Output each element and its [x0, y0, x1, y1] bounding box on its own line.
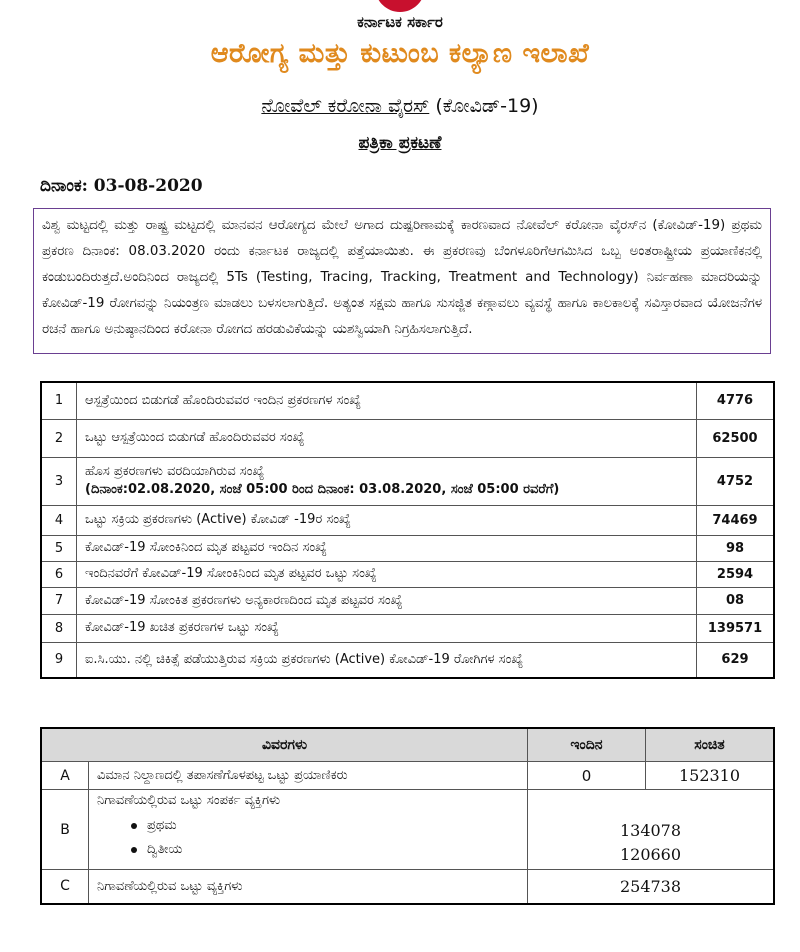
table-row [41, 870, 774, 904]
row-value: 74469 [697, 505, 775, 535]
row-total-value: 254738 [528, 870, 775, 904]
row-description-main: ನಿಗಾವಣೆಯಲ್ಲಿರುವ ಒಟ್ಟು ಸಂಪರ್ಕ ವ್ಯಕ್ತಿಗಳು [97, 793, 281, 808]
row-description: ಒಟ್ಟು ಆಸ್ಪತ್ರೆಯಿಂದ ಬಿಡುಗಡೆ ಹೊಂದಿರುವವರ ಸಂಖ್ಯೆ [77, 419, 697, 457]
table-row [41, 382, 774, 419]
row-description: ವಿಮಾನ ನಿಲ್ದಾಣದಲ್ಲಿ ತಪಾಸಣೆಗೊಳಪಟ್ಟ ಒಟ್ಟು ಪ್ರಯಾಣಿಕರು [89, 762, 528, 790]
header-details: ವಿವರಗಳು [41, 728, 528, 762]
bullet-icon [131, 847, 137, 853]
row-value: 139571 [697, 614, 775, 642]
table-row [41, 419, 774, 457]
primary-contacts-value: 134078 [619, 821, 682, 840]
virus-title [0, 95, 800, 117]
release-date: ದಿನಾಂಕ: 03-08-2020 [40, 176, 203, 196]
row-description: ಒಟ್ಟು ಸಕ್ರಿಯ ಪ್ರಕರಣಗಳು (Active) ಕೋವಿಡ್ -19ರ ಸಂಖ್ಯೆ [77, 505, 697, 535]
contact-type-list [97, 814, 519, 862]
row-number: 3 [41, 457, 77, 505]
row-description: ಐ.ಸಿ.ಯು. ನಲ್ಲಿ ಚಿಕಿತ್ಸೆ ಪಡೆಯುತ್ತಿರುವ ಸಕ್ರಿಯ ಪ್ರಕರಣಗಳು (Active) ಕೋವಿಡ್-19 ರೋಗಿಗಳ ಸಂಖ್ಯೆ [77, 642, 697, 678]
row-number: 5 [41, 535, 77, 561]
row-description: ಆಸ್ಪತ್ರೆಯಿಂದ ಬಿಡುಗಡೆ ಹೊಂದಿರುವವರ ಇಂದಿನ ಪ್ರಕರಣಗಳ ಸಂಖ್ಯೆ [77, 382, 697, 419]
bullet-icon [131, 823, 137, 829]
government-name: ಕರ್ನಾಟಕ ಸರ್ಕಾರ [357, 13, 443, 31]
row-description-period: (ದಿನಾಂಕ:02.08.2020, ಸಂಜೆ 05:00 ರಿಂದ ದಿನಾಂಕ: 03.08.2020, ಸಂಜೆ 05:00 ರವರೆಗೆ) [85, 482, 560, 497]
row-description-main: ಹೊಸ ಪ್ರಕರಣಗಳು ವರದಿಯಾಗಿರುವ ಸಂಖ್ಯೆ [85, 464, 265, 479]
table-row [41, 457, 774, 505]
table-row [41, 762, 774, 790]
list-item [97, 838, 519, 862]
government-emblem-icon [375, 0, 425, 12]
intro-paragraph: ವಿಶ್ವ ಮಟ್ಟದಲ್ಲಿ ಮತ್ತು ರಾಷ್ಟ್ರ ಮಟ್ಟದಲ್ಲಿ ಮಾನವನ ಆರೋಗ್ಯದ ಮೇಲೆ ಅಗಾದ ದುಷ್ಪರಿಣಾಮಕ್ಕೆ ಕಾರಣವಾದ ನೋವೆಲ್ ಕರೋನಾ ವೈರಸ್‌ನ (ಕೋವಿಡ್-19) ಪ್ರಥಮ ಪ್ರಕರಣ ದಿನಾಂಕ: 08.03.2020 ರಂದು ಕರ್ನಾಟಕ ರಾಜ್ಯದಲ್ಲಿ ಪತ್ತೆಯಾಯಿತು. ಈ ಪ್ರಕರಣವು ಬೆಂಗಳೂರಿಗೆಆಗಮಿಸಿದ ಒಬ್ಬ ಅಂತರಾಷ್ಟ್ರೀಯ ಪ್ರಯಾಣಿಕನಲ್ಲಿ ಕಂಡುಬಂದಿರುತ್ತದೆ.ಅಂದಿನಿಂದ ರಾಜ್ಯದಲ್ಲಿ 5Ts (Testing, Tracing, Tracking, Treatment and Technology) ನಿರ್ವಹಣಾ ಮಾದರಿಯನ್ನು ಕೋವಿಡ್-19 ರೋಗವನ್ನು ನಿಯಂತ್ರಣ ಮಾಡಲು ಬಳಸಲಾಗುತ್ತಿದೆ. ಅತ್ಯಂತ ಸಕ್ಷಮ ಹಾಗೂ ಸುಸಜ್ಜಿತ ಕಣ್ಗಾವಲು ವ್ಯವಸ್ಥೆ ಹಾಗೂ ಕಾಲಕಾಲಕ್ಕೆ ಸವಿಸ್ತಾರವಾದ ಯೋಜನೆಗಳ ರಚನೆ ಹಾಗೂ ಅನುಷ್ಠಾನದಿಂದ ಕರೋನಾ ರೋಗದ ಹರಡುವಿಕೆಯನ್ನು ಯಶಸ್ವಿಯಾಗಿ ನಿಗ್ರಹಿಸಲಾಗುತ್ತಿದೆ. [33, 208, 771, 354]
row-description: ನಿಗಾವಣೆಯಲ್ಲಿರುವ ಒಟ್ಟು ವ್ಯಕ್ತಿಗಳು [89, 870, 528, 904]
table-row [41, 587, 774, 614]
virus-title-suffix: (ಕೋವಿಡ್-19) [429, 95, 539, 117]
row-code: B [41, 790, 89, 870]
row-today-value: 0 [528, 762, 646, 790]
table-row [41, 642, 774, 678]
row-value: 98 [697, 535, 775, 561]
row-number: 4 [41, 505, 77, 535]
press-release-heading: ಪತ್ರಿಕಾ ಪ್ರಕಟಣೆ [358, 133, 442, 153]
row-number: 9 [41, 642, 77, 678]
list-item [97, 814, 519, 838]
primary-contacts-label: ಪ್ರಥಮ [147, 818, 177, 833]
secondary-contacts-label: ದ್ವಿತೀಯ [147, 842, 183, 857]
row-description: ಕೋವಿಡ್-19 ಸೋಂಕಿನಿಂದ ಮೃತ ಪಟ್ಟವರ ಇಂದಿನ ಸಂಖ್ಯೆ [77, 535, 697, 561]
row-number: 6 [41, 561, 77, 587]
row-description [77, 457, 697, 505]
row-value: 08 [697, 587, 775, 614]
secondary-contacts-value: 120660 [619, 845, 682, 864]
row-value: 629 [697, 642, 775, 678]
table-row [41, 505, 774, 535]
row-description [89, 790, 528, 870]
table-header-row [41, 728, 774, 762]
row-value: 4776 [697, 382, 775, 419]
table-row [41, 790, 774, 870]
row-number: 8 [41, 614, 77, 642]
row-description: ಇಂದಿನವರೆಗೆ ಕೋವಿಡ್-19 ಸೋಂಕಿನಿಂದ ಮೃತ ಪಟ್ಟವರ ಒಟ್ಟು ಸಂಖ್ಯೆ [77, 561, 697, 587]
row-number: 7 [41, 587, 77, 614]
table-row [41, 614, 774, 642]
row-code: A [41, 762, 89, 790]
row-description: ಕೋವಿಡ್-19 ಸೋಂಕಿತ ಪ್ರಕರಣಗಳು ಅನ್ಯಕಾರಣದಿಂದ ಮೃತ ಪಟ್ಟವರ ಸಂಖ್ಯೆ [77, 587, 697, 614]
header-today: ಇಂದಿನ [528, 728, 646, 762]
row-code: C [41, 870, 89, 904]
row-cumulative-value: 152310 [646, 762, 775, 790]
department-title: ಆರೋಗ್ಯ ಮತ್ತು ಕುಟುಂಬ ಕಲ್ಯಾಣ ಇಲಾಖೆ [210, 38, 590, 69]
row-value: 62500 [697, 419, 775, 457]
row-value: 2594 [697, 561, 775, 587]
table-row [41, 561, 774, 587]
row-number: 1 [41, 382, 77, 419]
row-number: 2 [41, 419, 77, 457]
header-cumulative: ಸಂಚಿತ [646, 728, 775, 762]
table-row [41, 535, 774, 561]
contacts-values [528, 790, 775, 870]
row-description: ಕೋವಿಡ್-19 ಖಚಿತ ಪ್ರಕರಣಗಳ ಒಟ್ಟು ಸಂಖ್ಯೆ [77, 614, 697, 642]
row-value: 4752 [697, 457, 775, 505]
covid-stats-table [40, 381, 775, 679]
surveillance-details-table [40, 727, 775, 905]
virus-title-main: ನೋವೆಲ್ ಕರೋನಾ ವೈರಸ್ [261, 95, 430, 117]
